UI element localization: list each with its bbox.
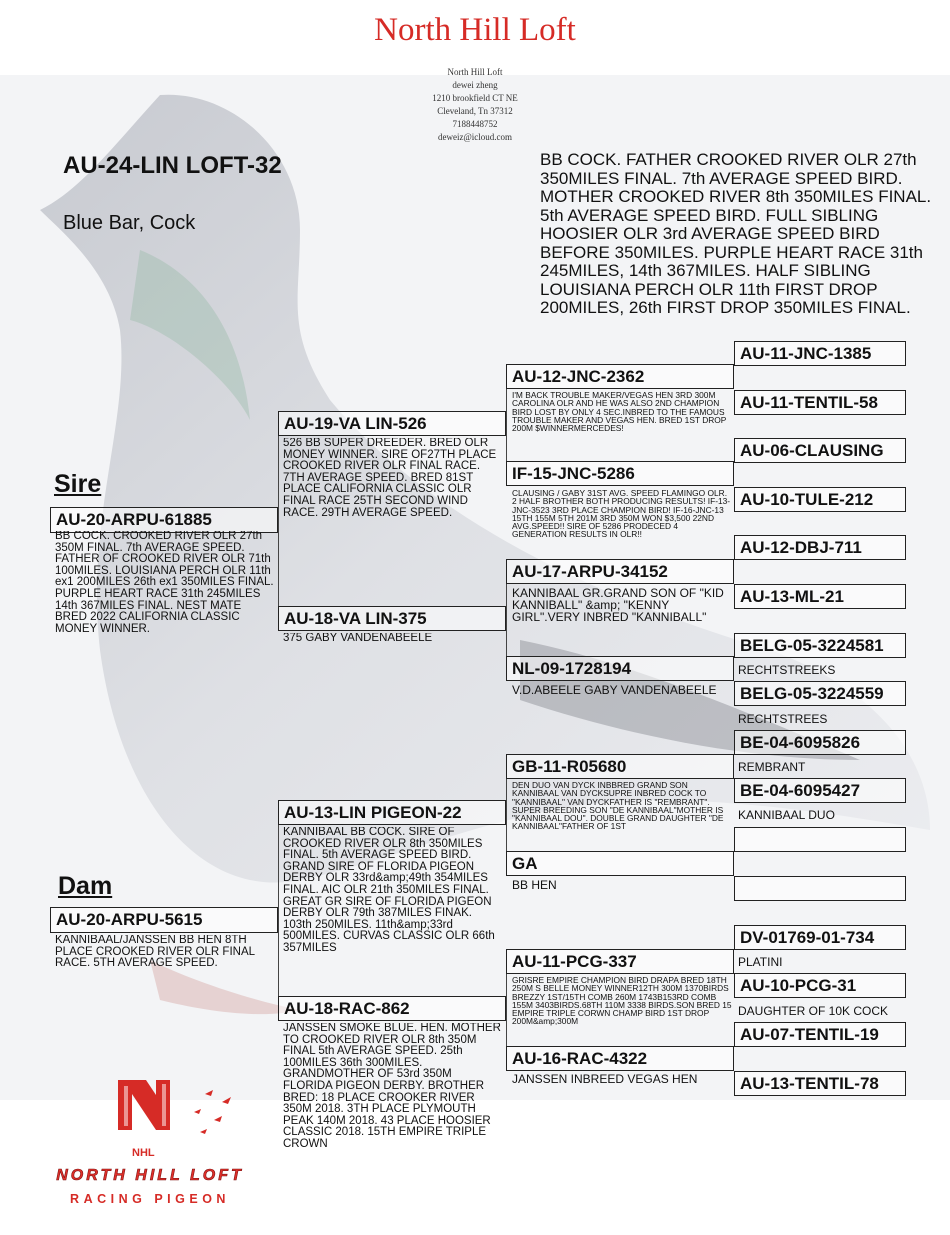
gen4-box-13 (734, 925, 906, 950)
gen2-box-4 (278, 996, 506, 1021)
gen2-box-1 (278, 411, 506, 436)
gen4-notes-7: RECHTSTREEKS (738, 663, 836, 677)
gen3-box-4 (506, 656, 734, 681)
gen3-box-6 (506, 851, 734, 876)
gen2-id-3: AU-13-LIN PIGEON-22 (284, 803, 462, 822)
dam-notes: KANNIBAAL/JANSSEN BB HEN 8TH PLACE CROOKED RIVER OLR FINAL RACE. 5TH AVERAGE SPEED. (55, 935, 255, 970)
gen3-box-5 (506, 754, 734, 779)
gen3-notes-5: DEN DUO VAN DYCK INBBRED GRAND SON KANNIBAAL VAN DYCKSUPRE INBRED COCK TO "KANNIBAAL" VAN DYCKFATHER IS "REMBRANT". SUPER BREEDING SON "DE KANNIBAAL"MOTHER IS "KANNIBAAL DOU". DOUBLE GRAND DAUGHTER "DE KANNIBAAL"FATHER OF 1ST (512, 781, 724, 832)
gen4-id-10: BE-04-6095427 (740, 781, 861, 800)
gen4-notes-14: DAUGHTER OF 10K COCK (738, 1004, 889, 1018)
gen2-notes-1: 526 BB SUPER DREEDER. BRED OLR MONEY WINNER. SIRE OF27TH PLACE CROOKED RIVER OLR FINAL RACE. 7TH AVERAGE SPEED. BRED 81ST PLACE CALIFORNIA CLASSIC OLR FINAL RACE 25TH SECOND WIND RACE. 29TH AVERAGE SPEED. (283, 438, 497, 519)
contact-name: North Hill Loft (447, 67, 503, 77)
gen2-box-3 (278, 800, 506, 825)
gen4-box-15 (734, 1022, 906, 1047)
logo-subtitle: RACING PIGEON (70, 1192, 230, 1206)
gen3-id-7: AU-11-PCG-337 (512, 952, 637, 971)
gen4-box-7 (734, 633, 906, 658)
gen4-id-8: BELG-05-3224559 (740, 684, 884, 703)
sire-label: Sire (54, 470, 102, 498)
gen4-id-7: BELG-05-3224581 (740, 636, 884, 655)
gen4-box-5 (734, 535, 906, 560)
gen3-notes-7: GRISRE EMPIRE CHAMPION BIRD DRAPA BRED 18TH 250M S BELLE MONEY WINNER12TH 300M 1370BIRDS BREZZY 1ST/15TH COMB 260M 1743B153RD COMB 155M 3403BIRDS.68TH 110M 3338 BIRDS.SON BRED 15 EMPIRE TRIPLE CORWN CHAMP BIRD 1ST DROP 200M&amp;300M (512, 976, 732, 1027)
connector-gen2-3 (506, 766, 507, 864)
gen4-id-1: AU-11-JNC-1385 (740, 344, 872, 363)
sire-id: AU-20-ARPU-61885 (56, 510, 212, 529)
gen3-notes-1: I'M BACK TROUBLE MAKER/VEGAS HEN 3RD 300M CAROLINA OLR AND HE WAS ALSO 2ND CHAMPION BIRD LOST BY ONLY 4 SEC.INBRED TO THE FAMOUS TROUBLE MAKER AND VEGAS HEN. BRED 1ST DROP 200M $WINNERMERCEDES! (512, 391, 727, 434)
dam-id-box (50, 907, 278, 933)
gen3-box-7 (506, 949, 734, 974)
gen4-id-6: AU-13-ML-21 (740, 587, 844, 606)
gen4-id-16: AU-13-TENTIL-78 (740, 1074, 879, 1093)
gen2-notes-3: KANNIBAAL BB COCK. SIRE OF CROOKED RIVER OLR 8th 350MILES FINAL. 5th AVERAGE SPEED BIRD. GRAND SIRE OF FLORIDA PIGEON DERBY OLR 33rd&amp;49th 354MILES FINAL. AIC OLR 21th 350MILES FINAL. GREAT GR SIRE OF FLORIDA PIGEON DERBY OLR 79th 387MILES FINAK. 103th 250MILES. 11th&amp;33rd 500MILES. CURVAS CLASSIC OLR 66th 357MILES (283, 827, 495, 954)
gen4-notes-8: RECHTSTREES (738, 712, 828, 726)
connector-dam (278, 812, 279, 1008)
logo-name: NORTH HILL LOFT (56, 1167, 244, 1184)
gen4-box-6 (734, 584, 906, 609)
dam-label: Dam (58, 872, 113, 900)
gen3-id-6: GA (512, 854, 538, 873)
gen4-id-14: AU-10-PCG-31 (740, 976, 857, 995)
gen4-box-12 (734, 876, 906, 901)
gen4-id-13: DV-01769-01-734 (740, 928, 875, 947)
contact-street: 1210 brookfield CT NE (432, 93, 518, 103)
gen3-id-5: GB-11-R05680 (512, 757, 627, 776)
gen3-id-8: AU-16-RAC-4322 (512, 1049, 648, 1068)
sire-id-box (50, 507, 278, 533)
contact-phone: 7188448752 (452, 119, 498, 129)
gen4-box-4 (734, 487, 906, 512)
gen4-notes-13: PLATINI (738, 955, 783, 969)
gen3-id-3: AU-17-ARPU-34152 (512, 562, 668, 581)
gen3-box-2 (506, 461, 734, 486)
gen4-box-3 (734, 438, 906, 463)
bird-band-id: AU-24-LIN LOFT-32 (63, 152, 282, 179)
connector-gen2-2 (506, 571, 507, 669)
flying-birds-icon (194, 1090, 231, 1134)
bird-description: BB COCK. FATHER CROOKED RIVER OLR 27th 350MILES FINAL. 7th AVERAGE SPEED BIRD. MOTHER CROOKED RIVER 8th 350MILES FINAL. 5th AVERAGE SPEED BIRD. FULL SIBLING HOOSIER OLR 3rd AVERAGE SPEED BIRD BEFORE 350MILES. PURPLE HEART RACE 31th 245MILES, 14th 367MILES. HALF SIBLING LOUISIANA PERCH OLR 11th FIRST DROP 200MILES, 26th FIRST DROP 350MILES FINAL. (540, 150, 932, 317)
gen4-id-4: AU-10-TULE-212 (740, 490, 874, 509)
gen4-id-2: AU-11-TENTIL-58 (740, 393, 878, 412)
gen4-id-15: AU-07-TENTIL-19 (740, 1025, 879, 1044)
contact-city: Cleveland, Tn 37312 (437, 106, 513, 116)
gen3-notes-4: V.D.ABEELE GABY VANDENABEELE (512, 684, 717, 697)
logo-mark-text: NHL (132, 1147, 155, 1159)
gen4-box-2 (734, 390, 906, 415)
gen3-notes-2: CLAUSING / GABY 31ST AVG. SPEED FLAMINGO OLR. 2 HALF BROTHER BOTH PRODUCING RESULTS! IF-13-JNC-3523 3RD PLACE CHAMPION BIRD! IF-16-JNC-13 15TH 155M 5TH 201M 3RD 350M WON $3,500 22ND AVG.SPEED!! SIRE OF 5286 PRODECED 4 GENERATION RESULTS IN OLR!! (512, 489, 731, 540)
gen2-notes-4: JANSSEN SMOKE BLUE. HEN. MOTHER TO CROOKED RIVER OLR 8th 350M FINAL 5th AVERAGE SPEED. 25th 100MILES 36th 300MILES. GRANDMOTHER OF 53rd 350M FLORIDA PIGEON DERBY. BROTHER BRED: 18 PLACE CROOKER RIVER 350M 2018. 3TH PLACE PLYMOUTH PEAK 140M 2018. 43 PLACE HOOSIER CLASSIC 2018. 15TH EMPIRE TRIPLE CROWN (283, 1023, 501, 1150)
gen4-box-14 (734, 973, 906, 998)
north-hill-loft-logo-mark (110, 1072, 250, 1164)
gen2-id-4: AU-18-RAC-862 (284, 999, 410, 1018)
gen4-box-1 (734, 341, 906, 366)
gen3-box-1 (506, 364, 734, 389)
gen4-id-5: AU-12-DBJ-711 (740, 538, 862, 557)
gen4-notes-10: KANNIBAAL DUO (738, 808, 835, 822)
gen4-box-16 (734, 1071, 906, 1096)
gen3-box-8 (506, 1046, 734, 1071)
gen3-id-4: NL-09-1728194 (512, 659, 632, 678)
gen2-id-1: AU-19-VA LIN-526 (284, 414, 427, 433)
gen3-id-2: IF-15-JNC-5286 (512, 464, 635, 483)
contact-email: deweiz@icloud.com (437, 132, 512, 142)
gen2-id-2: AU-18-VA LIN-375 (284, 609, 427, 628)
bird-color-sex: Blue Bar, Cock (63, 212, 196, 234)
gen3-id-1: AU-12-JNC-2362 (512, 367, 645, 386)
gen3-notes-3: KANNIBAAL GR.GRAND SON OF "KID KANNIBALL" &amp; "KENNY GIRL".VERY INBRED "KANNIBALL" (512, 587, 724, 624)
gen3-notes-6: BB HEN (512, 879, 557, 892)
gen4-box-8 (734, 681, 906, 706)
gen2-box-2 (278, 606, 506, 631)
gen4-notes-9: REMBRANT (738, 760, 806, 774)
gen3-box-3 (506, 559, 734, 584)
gen4-id-3: AU-06-CLAUSING (740, 441, 884, 460)
gen4-id-9: BE-04-6095826 (740, 733, 861, 752)
connector-gen2-4 (506, 961, 507, 1059)
gen2-notes-2: 375 GABY VANDENABEELE (283, 633, 433, 644)
sire-notes: BB COCK. CROOKED RIVER OLR 27th 350M FINAL. 7th AVERAGE SPEED. FATHER OF CROOKED RIVER OLR 71th 100MILES. LOUISIANA PERCH OLR 11th ex1 200MILES 26th ex1 350MILES FINAL. PURPLE HEART RACE 31th 245MILES 14th 367MILES FINAL. NEST MATE BRED 2022 CALIFORNIA CLASSIC MONEY WINNER. (55, 531, 274, 635)
contact-person: dewei zheng (452, 80, 498, 90)
connector-sire (278, 424, 279, 620)
gen4-box-11 (734, 827, 906, 852)
site-title: North Hill Loft (374, 12, 576, 48)
dam-id: AU-20-ARPU-5615 (56, 910, 203, 929)
gen4-box-9 (734, 730, 906, 755)
gen4-box-10 (734, 778, 906, 803)
gen3-notes-8: JANSSEN INBREED VEGAS HEN (512, 1073, 698, 1086)
connector-gen2-1 (506, 376, 507, 474)
